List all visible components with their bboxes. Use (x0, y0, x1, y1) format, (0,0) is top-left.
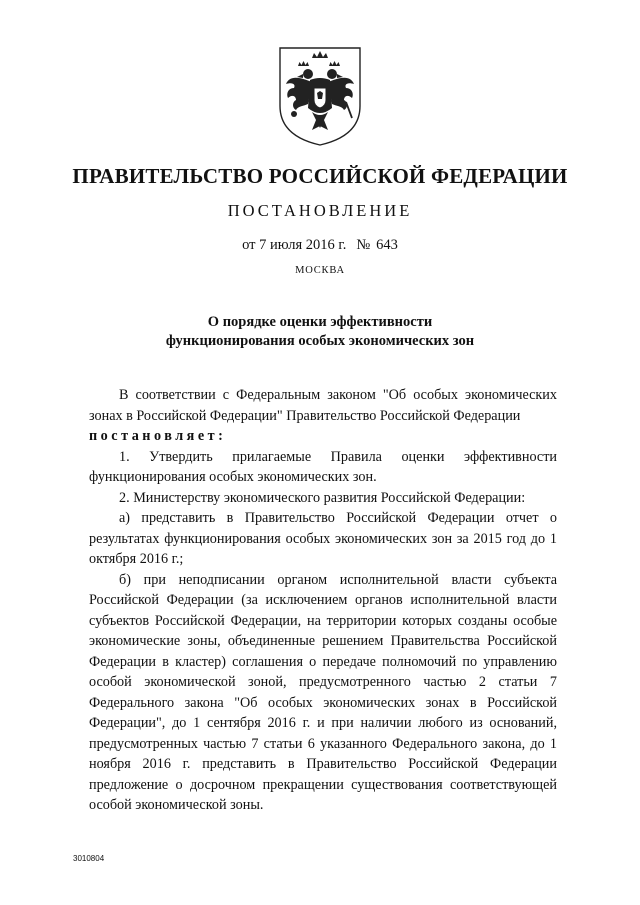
document-type: ПОСТАНОВЛЕНИЕ (227, 201, 413, 220)
item-1-paragraph: 1. Утвердить прилагаемые Правила оценки эффективности функционирования особых экономических зон. (89, 448, 557, 485)
item-2-paragraph: 2. Министерству экономического развития Российской Федерации: (119, 489, 526, 506)
city: МОСКВА (295, 265, 345, 276)
number-sign: № (356, 237, 371, 253)
document-subject (0, 313, 640, 351)
decree-paragraph (89, 426, 557, 447)
item-2a-paragraph: а) представить в Правительство Российской Федерации отчет о результатах функционирования особых экономических зон за 2015 год до 1 октября 2016 г.; (89, 510, 557, 567)
intro-paragraph: В соответствии с Федеральным законом "Об особых экономических зонах в Российской Федерации" Правительство Российской Федерации (89, 387, 557, 424)
subject-line-1: О порядке оценки эффективности (207, 314, 433, 330)
subject-line-2: функционирования особых экономических зон (165, 333, 475, 349)
footer-code: 3010804 (73, 854, 105, 863)
document-number: 643 (376, 237, 398, 253)
document-date: от 7 июля 2016 г. (242, 237, 347, 253)
government-title: ПРАВИТЕЛЬСТВО РОССИЙСКОЙ ФЕДЕРАЦИИ (72, 164, 568, 188)
document-date-line (0, 237, 640, 254)
item-2b-paragraph: б) при неподписании органом исполнительной власти субъекта Российской Федерации (за исключением органов исполнительной власти субъектов Российской Федерации, на территории которых созданы особые экономические зоны, объединенные решением Правительства Российской Федерации в кластер) соглашения о передаче полномочий по управлению особой экономической зоной, предусмотренного частью 2 статьи 7 Федерального закона "Об особых экономических зонах в Российской Федерации", до 1 сентября 2016 г. и при наличии любого из оснований, предусмотренных частью 7 статьи 6 указанного Федерального закона, до 1 ноября 2016 г. представить в Правительство Российской Федерации предложение о досрочном прекращении существования соответствующей особой экономической зоны. (89, 571, 557, 813)
decree-word: постановляет: (89, 428, 227, 444)
coat-of-arms-icon (272, 44, 368, 148)
document-body (89, 385, 557, 816)
